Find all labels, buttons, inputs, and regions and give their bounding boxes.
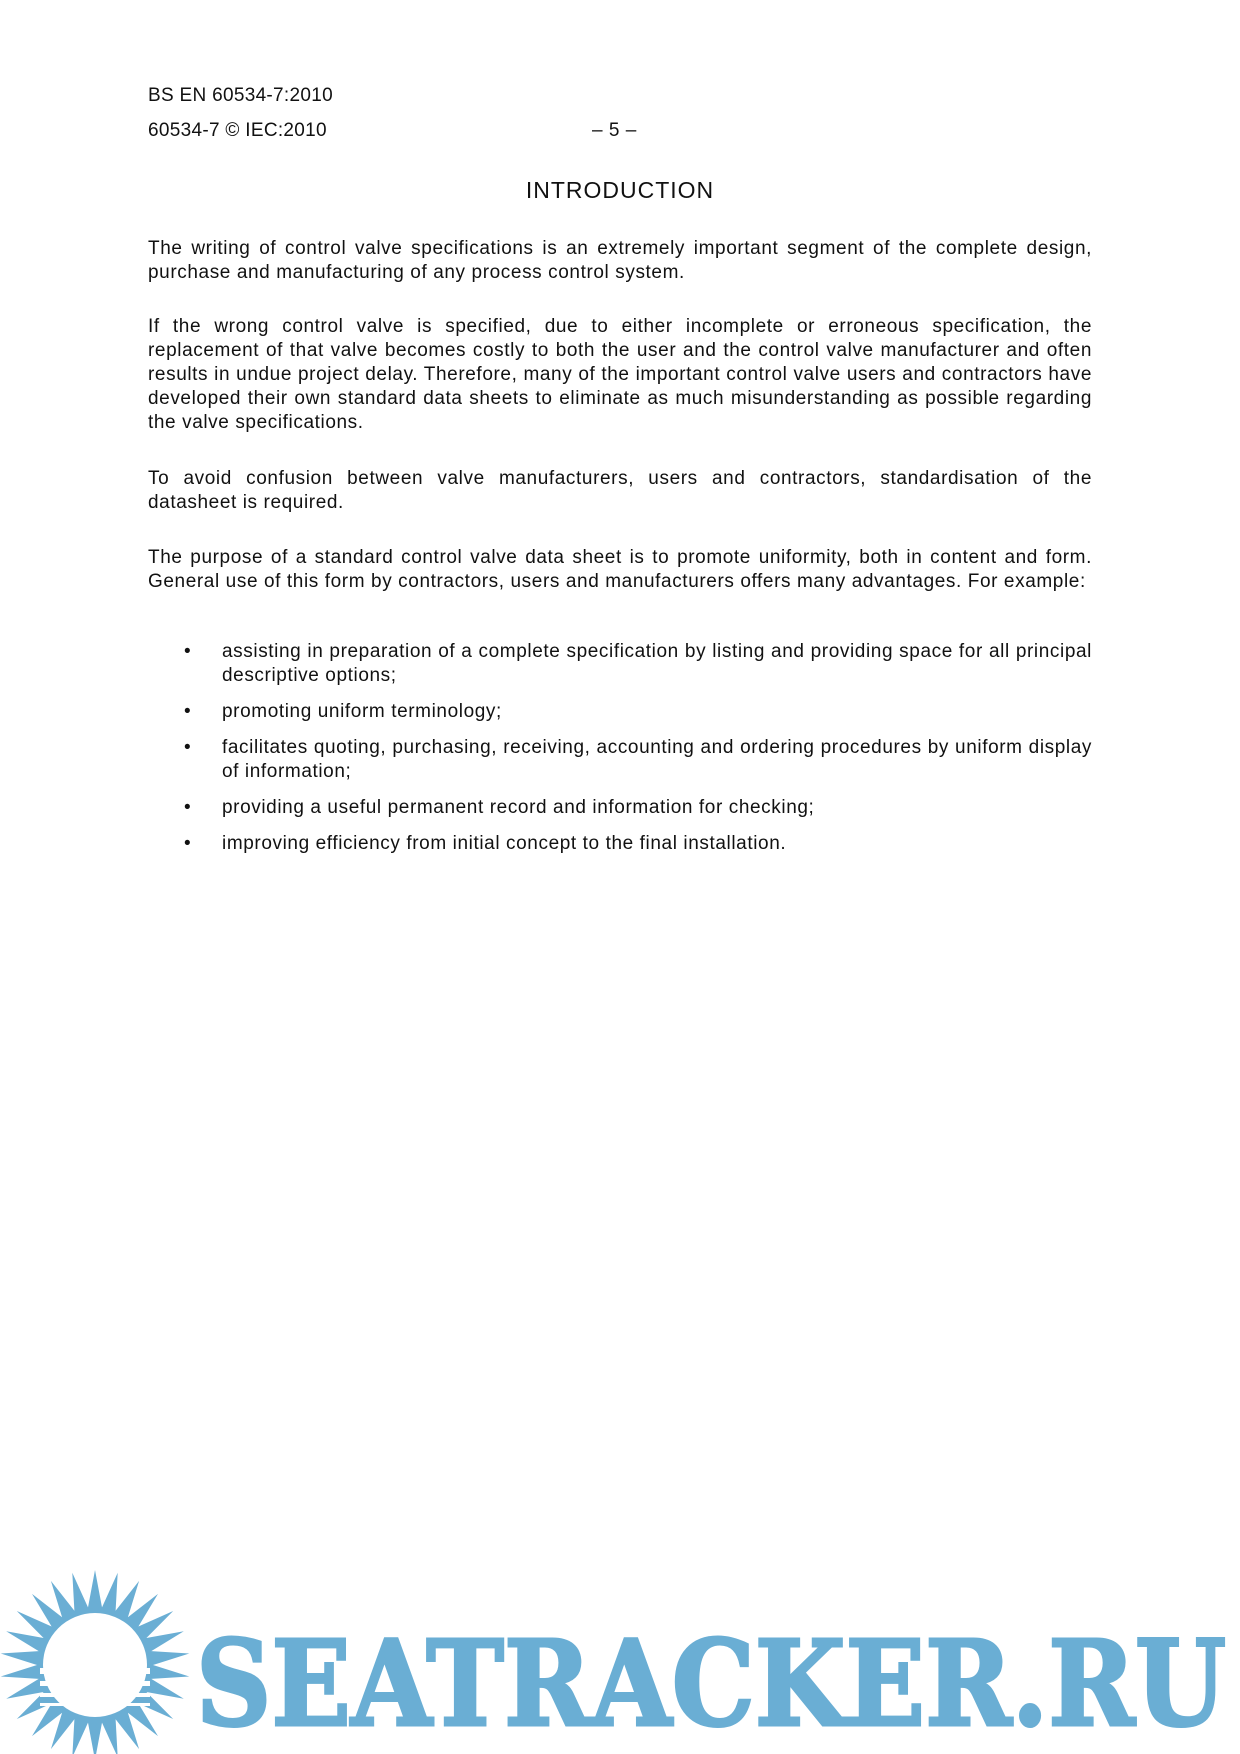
watermark-text: SEATRACKER.RU	[196, 1614, 1226, 1753]
list-item	[148, 832, 1092, 856]
advantages-list	[148, 640, 1092, 868]
standard-sub-id: 60534-7 © IEC:2010	[148, 120, 327, 141]
bullet-icon: •	[184, 797, 192, 818]
list-item	[148, 796, 1092, 820]
paragraph-3: To avoid confusion between valve manufacturers, users and contractors, standardisation of the datasheet is required.	[148, 468, 1092, 513]
bullet-icon: •	[184, 737, 192, 758]
list-item-text: assisting in preparation of a complete specification by listing and providing space for all principal descriptive options;	[222, 641, 1092, 686]
bullet-icon: •	[184, 833, 192, 854]
sun-logo-icon	[1, 1570, 190, 1754]
list-item-text: improving efficiency from initial concept to the final installation.	[222, 833, 787, 854]
paragraph-2: If the wrong control valve is specified, due to either incomplete or erroneous specification, the replacement of that valve becomes costly to both the user and the control valve manufacturer and often results in undue project delay. Therefore, many of the important control valve users and contractors have developed their own standard data sheets to eliminate as much misunderstanding as possible regarding the valve specifications.	[148, 316, 1092, 433]
list-item	[148, 736, 1092, 784]
list-item-text: providing a useful permanent record and information for checking;	[222, 797, 815, 818]
paragraph-4: The purpose of a standard control valve data sheet is to promote uniformity, both in content and form. General use of this form by contractors, users and manufacturers offers many advantages. For example:	[148, 547, 1092, 592]
list-item-text: facilitates quoting, purchasing, receiving, accounting and ordering procedures by uniform display of information;	[222, 737, 1092, 782]
paragraph-1: The writing of control valve specifications is an extremely important segment of the complete design, purchase and manufacturing of any process control system.	[148, 238, 1092, 283]
list-item	[148, 640, 1092, 688]
page-number: – 5 –	[592, 120, 637, 141]
list-item	[148, 700, 1092, 724]
bullet-icon: •	[184, 701, 192, 722]
seatracker-watermark	[0, 1560, 1240, 1754]
bullet-icon: •	[184, 641, 192, 662]
standard-id: BS EN 60534-7:2010	[148, 85, 333, 106]
list-item-text: promoting uniform terminology;	[222, 701, 502, 722]
section-title: INTRODUCTION	[525, 177, 715, 203]
